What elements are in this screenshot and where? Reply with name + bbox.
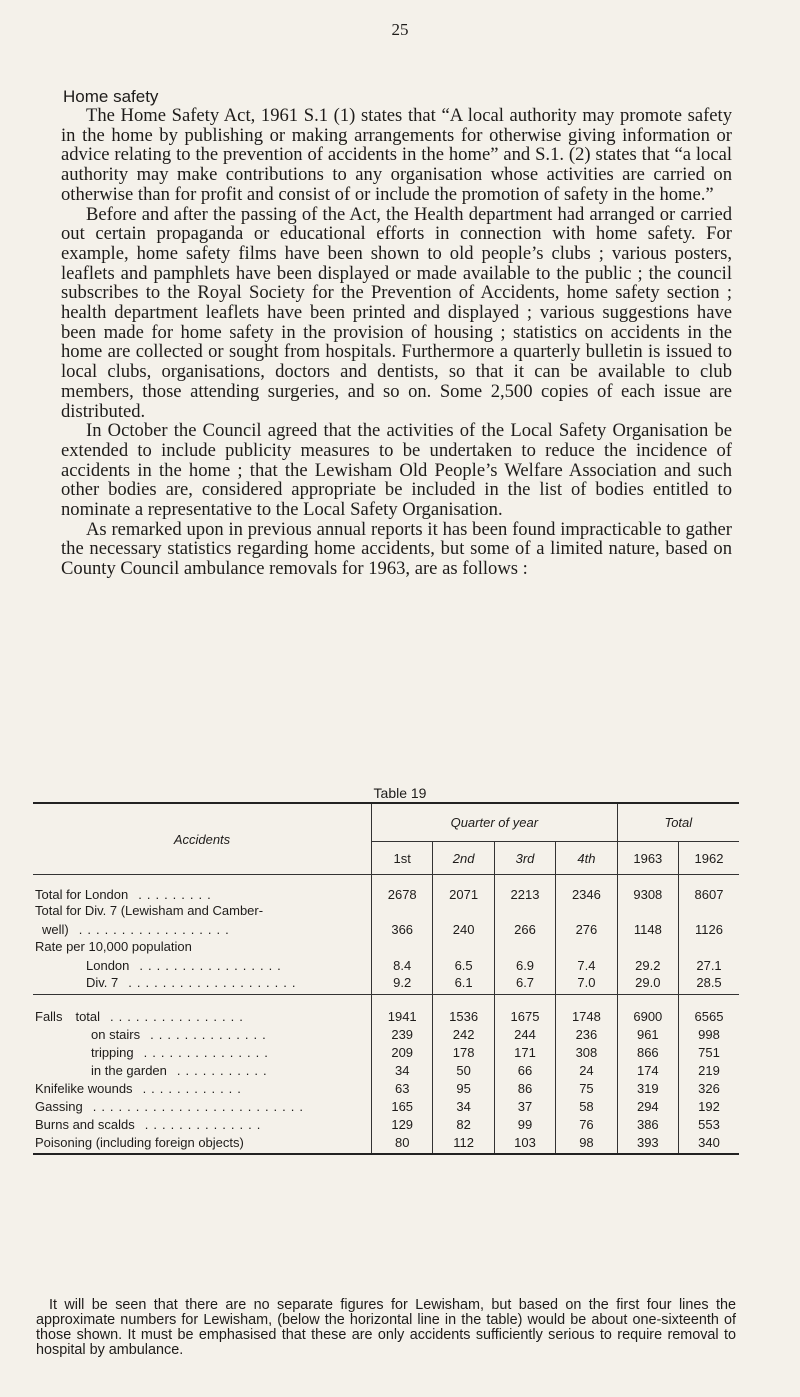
header-4th: 4th [556, 842, 617, 875]
cell: 7.0 [556, 973, 617, 995]
cell: 6565 [679, 995, 739, 1024]
cell: 1675 [494, 995, 555, 1024]
cell: 103 [494, 1132, 555, 1154]
section-heading: Home safety [63, 87, 159, 106]
cell: 866 [617, 1042, 678, 1060]
cell: 294 [617, 1096, 678, 1114]
row-label: in the garden [91, 1062, 167, 1078]
table-row [33, 1114, 739, 1132]
cell: 9308 [617, 875, 678, 902]
paragraph-1: The Home Safety Act, 1961 S.1 (1) states that “A local authority may promote safety in the home by publishing or making arrangements for otherwise giving information or advice relating to the prevention of accidents in the home” and S.1. (2) states that “a local authority may make contributions to any organisation whose activities are carried on otherwise than for profit and consist of or include the promotion of safety in the home.” [61, 105, 732, 205]
cell: 7.4 [556, 954, 617, 973]
cell: 58 [556, 1096, 617, 1114]
table-row-label-only [33, 937, 739, 954]
cell: 6900 [617, 995, 678, 1024]
row-label: Falls [35, 1008, 63, 1024]
cell: 174 [617, 1060, 678, 1078]
cell: 6.5 [433, 954, 494, 973]
table-row [33, 995, 739, 1024]
cell: 8607 [679, 875, 739, 902]
table-row [33, 1096, 739, 1114]
row-label: Total for Div. 7 (Lewisham and Camber- [35, 902, 264, 918]
cell: 2346 [556, 875, 617, 902]
leader-dots: .............. [150, 1026, 271, 1042]
header-accidents: Accidents [33, 804, 372, 875]
cell: 240 [433, 918, 494, 937]
row-label: London [86, 957, 130, 973]
cell: 6.1 [433, 973, 494, 995]
table-row [33, 954, 739, 973]
cell: 50 [433, 1060, 494, 1078]
cell: 178 [433, 1042, 494, 1060]
paragraph-2: Before and after the passing of the Act, the Health department had arranged or carried out certain propaganda or educational efforts in connection with home safety. For example, home safety films have been shown to old people’s clubs ; various posters, leaflets and pamphlets have been displayed or made available to the public ; the council subscribes to the Royal Society for the Prevention of Accidents, home safety section ; health department leaflets have been printed and displayed ; various suggestions have been made for home safety in the provision of housing ; statistics on accidents in the home are collected or sought from hospitals. Furthermore a quarterly bulletin is issued to local clubs, organisations, doctors and dentists, so that it can be available to club members, those attending surgeries, and so on. Some 2,500 copies of each issue are distributed. [61, 203, 732, 422]
leader-dots: ................ [110, 1008, 248, 1024]
cell: 326 [679, 1078, 739, 1096]
header-1st: 1st [372, 842, 433, 875]
cell: 95 [433, 1078, 494, 1096]
cell: 319 [617, 1078, 678, 1096]
page-number: 25 [391, 20, 409, 39]
cell: 2071 [433, 875, 494, 902]
cell: 244 [494, 1024, 555, 1042]
cell: 6.9 [494, 954, 555, 973]
cell: 28.5 [679, 973, 739, 995]
cell: 308 [556, 1042, 617, 1060]
paragraph-3: In October the Council agreed that the activities of the Local Safety Organisation be extended to include publicity measures to be undertaken to reduce the incidence of accidents in the home ; that the Lewisham Old People’s Welfare Association and such other bodies are, considered appropriate be included in the list of bodies entitled to nominate a representative to the Local Safety Organisation. [61, 420, 732, 521]
leader-dots: ......... [138, 886, 216, 902]
cell: 366 [372, 918, 433, 937]
cell: 34 [372, 1060, 433, 1078]
header-2nd: 2nd [433, 842, 494, 875]
table-row [33, 1078, 739, 1096]
cell: 112 [433, 1132, 494, 1154]
header-1962: 1962 [679, 842, 739, 875]
table-row [33, 1060, 739, 1078]
cell: 1748 [556, 995, 617, 1024]
leader-dots: ......................... [92, 1098, 308, 1114]
row-label: well) [42, 921, 69, 937]
cell: 209 [372, 1042, 433, 1060]
cell: 75 [556, 1078, 617, 1096]
leader-dots: .................... [128, 975, 301, 990]
cell: 29.2 [617, 954, 678, 973]
paragraph-4: As remarked upon in previous annual reports it has been found impracticable to gather the necessary statistics regarding home accidents, but some of a limited nature, based on County Council ambulance removals for 1963, are as follows : [61, 518, 732, 580]
cell: 386 [617, 1114, 678, 1132]
row-label: Burns and scalds [35, 1116, 135, 1132]
row-label: Div. 7 [86, 975, 119, 990]
table-row [33, 973, 739, 995]
row-label: Poisoning (including foreign objects) [33, 1132, 372, 1154]
cell: 2213 [494, 875, 555, 902]
cell: 340 [679, 1132, 739, 1154]
row-label: Gassing [35, 1098, 83, 1114]
header-quarter-of-year: Quarter of year [372, 804, 618, 842]
header-total: Total [617, 804, 739, 842]
cell: 242 [433, 1024, 494, 1042]
cell: 37 [494, 1096, 555, 1114]
table-row-label-only [33, 902, 739, 918]
footnote [36, 1298, 736, 1358]
cell: 82 [433, 1114, 494, 1132]
cell: 27.1 [679, 954, 739, 973]
row-label: Total for London [35, 886, 129, 902]
row-label: on stairs [91, 1026, 141, 1042]
cell: 1536 [433, 995, 494, 1024]
cell: 239 [372, 1024, 433, 1042]
table-row [33, 875, 739, 902]
cell: 171 [494, 1042, 555, 1060]
cell: 1941 [372, 995, 433, 1024]
cell: 98 [556, 1132, 617, 1154]
cell: 2678 [372, 875, 433, 902]
cell: 236 [556, 1024, 617, 1042]
cell: 129 [372, 1114, 433, 1132]
cell: 553 [679, 1114, 739, 1132]
row-label: tripping [91, 1044, 134, 1060]
row-label: Knifelike wounds [35, 1080, 133, 1096]
leader-dots: ................. [139, 957, 286, 973]
accidents-table [33, 802, 739, 1155]
cell: 192 [679, 1096, 739, 1114]
row-label: Rate per 10,000 population [35, 938, 192, 954]
table-row [33, 918, 739, 937]
cell: 276 [556, 918, 617, 937]
cell: 99 [494, 1114, 555, 1132]
cell: 266 [494, 918, 555, 937]
leader-dots: .................. [78, 921, 234, 937]
leader-dots: .............. [144, 1116, 266, 1132]
cell: 76 [556, 1114, 617, 1132]
cell: 393 [617, 1132, 678, 1154]
cell: 1148 [617, 918, 678, 937]
table-row [33, 1024, 739, 1042]
row-label: total [75, 1008, 101, 1024]
cell: 961 [617, 1024, 678, 1042]
leader-dots: ............ [142, 1080, 246, 1096]
leader-dots: ............... [143, 1044, 273, 1060]
table-caption: Table 19 [373, 785, 427, 801]
cell: 219 [679, 1060, 739, 1078]
cell: 80 [372, 1132, 433, 1154]
body-text [61, 106, 732, 579]
cell: 6.7 [494, 973, 555, 995]
leader-dots: ........... [176, 1062, 272, 1078]
cell: 66 [494, 1060, 555, 1078]
cell: 24 [556, 1060, 617, 1078]
cell: 8.4 [372, 954, 433, 973]
cell: 9.2 [372, 973, 433, 995]
table-row [33, 1042, 739, 1060]
cell: 34 [433, 1096, 494, 1114]
header-3rd: 3rd [494, 842, 555, 875]
cell: 1126 [679, 918, 739, 937]
cell: 63 [372, 1078, 433, 1096]
cell: 751 [679, 1042, 739, 1060]
table-header-row [33, 804, 739, 842]
cell: 165 [372, 1096, 433, 1114]
footnote-text: It will be seen that there are no separate figures for Lewisham, but based on the first four lines the approximate numbers for Lewisham, (below the horizontal line in the table) would be about one-sixteenth of those shown. It must be emphasised that these are only accidents sufficiently serious to require removal to hospital by ambulance. [36, 1297, 736, 1358]
table-row [33, 1132, 739, 1154]
cell: 29.0 [617, 973, 678, 995]
cell: 86 [494, 1078, 555, 1096]
cell: 998 [679, 1024, 739, 1042]
header-1963: 1963 [617, 842, 678, 875]
